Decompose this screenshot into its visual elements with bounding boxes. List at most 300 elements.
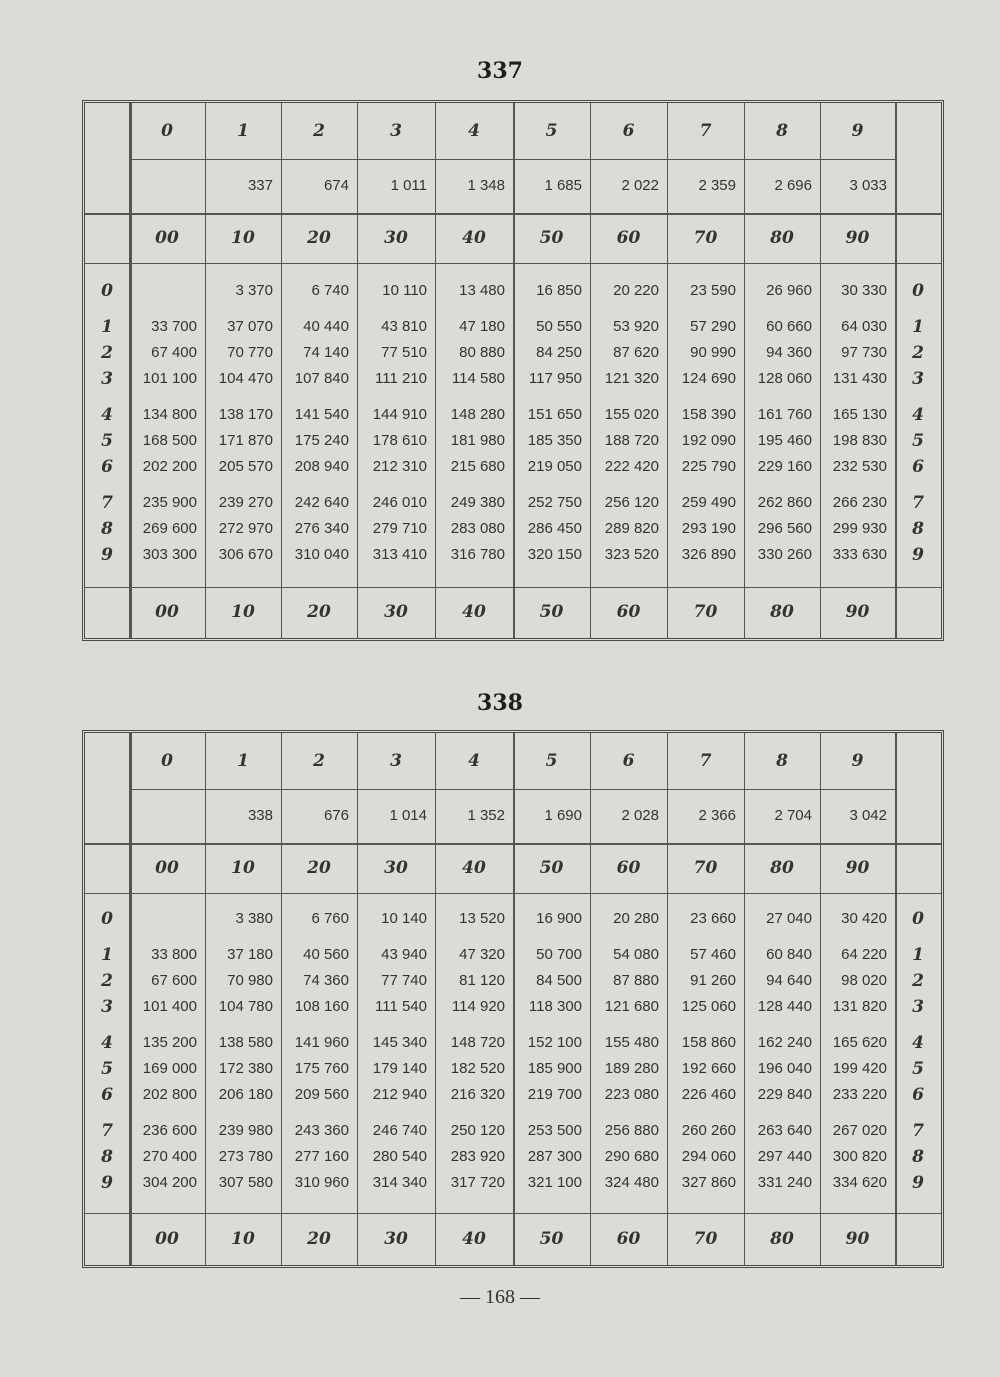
table-cell: 256 120 — [604, 494, 659, 511]
table-cell: 266 230 — [832, 494, 887, 511]
table-cell: 269 600 — [142, 520, 197, 537]
row-label-left: 8 — [101, 1147, 113, 1167]
table-cell: 323 520 — [604, 546, 659, 563]
table-cell: 286 450 — [527, 520, 582, 537]
tens-footer: 50 — [539, 1229, 564, 1249]
table-cell: 249 380 — [450, 494, 505, 511]
table-cell: 10 140 — [381, 910, 427, 927]
tens-header: 10 — [231, 858, 255, 878]
table-cell: 16 850 — [536, 282, 582, 299]
table-cell: 114 580 — [451, 370, 505, 387]
table-cell: 80 880 — [459, 344, 505, 361]
table-cell: 314 340 — [372, 1174, 427, 1191]
table-cell: 131 430 — [832, 370, 887, 387]
table-cell: 178 610 — [372, 432, 427, 449]
digit-header: 7 — [699, 121, 712, 141]
tens-header: 90 — [845, 228, 870, 248]
row-label-left: 9 — [101, 1173, 113, 1193]
table-cell: 104 470 — [218, 370, 273, 387]
table-cell: 108 160 — [294, 998, 349, 1015]
table-cell: 205 570 — [218, 458, 273, 475]
table-cell: 128 440 — [757, 998, 812, 1015]
row-label-left: 2 — [101, 343, 113, 363]
tens-header: 90 — [845, 858, 870, 878]
table-cell: 185 900 — [527, 1060, 582, 1077]
digit-header: 3 — [390, 121, 402, 141]
table-cell: 192 660 — [681, 1060, 736, 1077]
table-cell: 215 680 — [450, 458, 505, 475]
multiple-value: 2 022 — [621, 177, 659, 194]
table-cell: 226 460 — [681, 1086, 736, 1103]
row-label-right: 7 — [912, 1121, 924, 1141]
table-cell: 111 540 — [375, 998, 427, 1015]
digit-header: 1 — [237, 121, 249, 141]
table-cell: 60 660 — [766, 318, 812, 335]
row-label-left: 1 — [101, 317, 113, 337]
row-label-left: 2 — [101, 971, 113, 991]
table-cell: 148 280 — [450, 406, 505, 423]
table-cell: 117 950 — [528, 370, 582, 387]
table-cell: 209 560 — [294, 1086, 349, 1103]
table-cell: 229 160 — [757, 458, 812, 475]
table-cell: 107 840 — [294, 370, 349, 387]
row-label-right: 3 — [912, 369, 924, 389]
table-cell: 30 330 — [841, 282, 887, 299]
table-cell: 162 240 — [757, 1034, 812, 1051]
row-label-right: 4 — [912, 405, 924, 425]
table-cell: 20 280 — [613, 910, 659, 927]
tens-header: 20 — [307, 858, 331, 878]
table-cell: 246 740 — [372, 1122, 427, 1139]
table-cell: 10 110 — [382, 282, 427, 299]
row-label-left: 8 — [101, 519, 113, 539]
table-cell: 135 200 — [142, 1034, 197, 1051]
tens-header: 80 — [770, 858, 794, 878]
table-cell: 287 300 — [527, 1148, 582, 1165]
table-cell: 259 490 — [681, 494, 736, 511]
multiple-value — [129, 789, 205, 843]
tens-footer: 20 — [307, 602, 331, 622]
table-cell: 202 200 — [142, 458, 197, 475]
table-cell: 53 920 — [613, 318, 659, 335]
table-cell: 206 180 — [218, 1086, 273, 1103]
row-label-left: 0 — [101, 281, 113, 301]
row-label-left: 6 — [101, 1085, 113, 1105]
multiple-value: 1 352 — [467, 807, 505, 824]
multiple-value: 2 696 — [774, 177, 812, 194]
table-cell: 168 500 — [142, 432, 197, 449]
multiple-value: 2 704 — [774, 807, 812, 824]
multiplication-table — [82, 730, 944, 1268]
digit-header: 7 — [699, 751, 712, 771]
table-cell: 20 220 — [613, 282, 659, 299]
table-cell: 165 620 — [832, 1034, 887, 1051]
row-label-left: 5 — [101, 431, 113, 451]
tens-header: 00 — [155, 858, 179, 878]
digit-header: 9 — [851, 751, 864, 771]
table-cell: 243 360 — [294, 1122, 349, 1139]
table-cell: 212 310 — [372, 458, 427, 475]
table-cell: 219 700 — [527, 1086, 582, 1103]
tens-header: 60 — [616, 858, 641, 878]
table-cell: 40 440 — [303, 318, 349, 335]
table-cell: 125 060 — [681, 998, 736, 1015]
table-cell: 138 580 — [218, 1034, 273, 1051]
table-cell: 60 840 — [766, 946, 812, 963]
table-cell: 331 240 — [757, 1174, 812, 1191]
table-cell: 317 720 — [450, 1174, 505, 1191]
table-cell: 199 420 — [832, 1060, 887, 1077]
row-label-right: 5 — [912, 1059, 924, 1079]
table-cell: 23 590 — [690, 282, 736, 299]
table-cell: 148 720 — [450, 1034, 505, 1051]
tens-header: 50 — [539, 858, 564, 878]
table-cell: 223 080 — [604, 1086, 659, 1103]
table-cell: 182 520 — [450, 1060, 505, 1077]
table-cell: 98 020 — [841, 972, 887, 989]
table-cell: 233 220 — [832, 1086, 887, 1103]
table-cell: 161 760 — [757, 406, 812, 423]
table-cell: 290 680 — [604, 1148, 659, 1165]
table-cell: 262 860 — [757, 494, 812, 511]
table-cell: 252 750 — [527, 494, 582, 511]
multiple-value: 1 011 — [390, 177, 427, 194]
tens-header: 50 — [539, 228, 564, 248]
table-cell: 64 030 — [841, 318, 887, 335]
row-label-left: 3 — [101, 997, 113, 1017]
table-cell: 175 760 — [294, 1060, 349, 1077]
table-cell: 134 800 — [142, 406, 197, 423]
table-cell: 81 120 — [459, 972, 505, 989]
table-cell: 267 020 — [832, 1122, 887, 1139]
table-cell: 273 780 — [218, 1148, 273, 1165]
row-label-right: 2 — [912, 343, 924, 363]
tens-header: 00 — [155, 228, 179, 248]
table-cell: 138 170 — [218, 406, 273, 423]
table-cell: 67 400 — [151, 344, 197, 361]
table-cell: 189 280 — [604, 1060, 659, 1077]
table-cell: 250 120 — [450, 1122, 505, 1139]
table-cell: 151 650 — [527, 406, 582, 423]
tens-header: 10 — [231, 228, 255, 248]
table-cell: 27 040 — [766, 910, 812, 927]
table-cell: 333 630 — [832, 546, 887, 563]
table-cell: 330 260 — [757, 546, 812, 563]
table-cell: 272 970 — [218, 520, 273, 537]
table-cell: 155 020 — [604, 406, 659, 423]
table-cell: 13 520 — [459, 910, 505, 927]
table-cell: 307 580 — [218, 1174, 273, 1191]
table-cell: 118 300 — [528, 998, 582, 1015]
tens-footer: 20 — [307, 1229, 331, 1249]
table-cell: 77 510 — [381, 344, 427, 361]
table-cell: 236 600 — [142, 1122, 197, 1139]
table-cell: 270 400 — [142, 1148, 197, 1165]
table-cell: 260 260 — [681, 1122, 736, 1139]
table-cell: 158 390 — [681, 406, 736, 423]
table-cell: 283 920 — [450, 1148, 505, 1165]
tens-header: 70 — [693, 858, 718, 878]
tens-header: 40 — [462, 858, 486, 878]
table-cell: 202 800 — [142, 1086, 197, 1103]
multiple-value: 337 — [247, 177, 273, 194]
table-cell: 246 010 — [372, 494, 427, 511]
multiple-value: 1 348 — [467, 177, 505, 194]
digit-header: 5 — [545, 751, 558, 771]
table-cell: 33 800 — [151, 946, 197, 963]
table-cell: 185 350 — [527, 432, 582, 449]
table-cell: 306 670 — [218, 546, 273, 563]
table-cell: 114 920 — [451, 998, 505, 1015]
tens-footer: 40 — [462, 1229, 486, 1249]
tens-header: 20 — [307, 228, 331, 248]
tens-footer: 00 — [155, 602, 179, 622]
row-label-right: 2 — [912, 971, 924, 991]
table-cell: 279 710 — [372, 520, 427, 537]
table-cell: 50 700 — [536, 946, 582, 963]
digit-header: 9 — [851, 121, 864, 141]
tens-footer: 60 — [616, 1229, 641, 1249]
row-label-left: 6 — [101, 457, 113, 477]
table-title: 337 — [477, 58, 523, 84]
digit-header: 2 — [313, 751, 325, 771]
digit-header: 0 — [161, 751, 173, 771]
row-label-left: 4 — [101, 1033, 113, 1053]
table-cell: 242 640 — [294, 494, 349, 511]
table-cell: 175 240 — [294, 432, 349, 449]
multiple-value: 2 028 — [621, 807, 659, 824]
multiplication-table — [82, 100, 944, 641]
table-cell: 232 530 — [832, 458, 887, 475]
digit-header: 8 — [776, 121, 788, 141]
table-cell: 57 460 — [690, 946, 736, 963]
tens-header: 70 — [693, 228, 718, 248]
table-cell: 172 380 — [218, 1060, 273, 1077]
multiple-value: 676 — [323, 807, 349, 824]
table-cell: 289 820 — [604, 520, 659, 537]
table-cell: 70 770 — [227, 344, 273, 361]
row-label-right: 7 — [912, 493, 924, 513]
row-label-right: 8 — [912, 519, 924, 539]
tens-footer: 90 — [845, 602, 870, 622]
row-label-right: 6 — [912, 1085, 924, 1105]
row-label-right: 4 — [912, 1033, 924, 1053]
table-cell: 74 140 — [303, 344, 349, 361]
table-cell: 87 620 — [613, 344, 659, 361]
table-cell: 229 840 — [757, 1086, 812, 1103]
table-cell: 37 070 — [227, 318, 273, 335]
table-cell: 54 080 — [613, 946, 659, 963]
tens-footer: 40 — [462, 602, 486, 622]
table-cell: 84 250 — [536, 344, 582, 361]
tens-footer: 70 — [693, 602, 718, 622]
digit-header: 6 — [622, 751, 635, 771]
table-cell: 320 150 — [527, 546, 582, 563]
table-cell: 158 860 — [681, 1034, 736, 1051]
table-cell: 37 180 — [227, 946, 273, 963]
multiple-value: 3 033 — [849, 177, 887, 194]
tens-footer: 10 — [231, 602, 255, 622]
table-cell: 304 200 — [142, 1174, 197, 1191]
digit-header: 3 — [390, 751, 402, 771]
table-cell: 128 060 — [757, 370, 812, 387]
row-label-right: 1 — [912, 945, 924, 965]
table-cell: 64 220 — [841, 946, 887, 963]
multiple-value: 1 685 — [544, 177, 582, 194]
tens-footer: 30 — [384, 602, 408, 622]
table-cell: 310 960 — [294, 1174, 349, 1191]
table-cell: 216 320 — [450, 1086, 505, 1103]
row-label-right: 8 — [912, 1147, 924, 1167]
table-cell: 196 040 — [757, 1060, 812, 1077]
table-cell: 299 930 — [832, 520, 887, 537]
table-cell: 30 420 — [841, 910, 887, 927]
row-label-left: 0 — [101, 909, 113, 929]
table-cell: 235 900 — [142, 494, 197, 511]
table-cell: 225 790 — [681, 458, 736, 475]
multiple-value: 674 — [323, 177, 349, 194]
table-cell: 111 210 — [375, 370, 427, 387]
table-cell: 47 180 — [459, 318, 505, 335]
table-cell: 141 960 — [294, 1034, 349, 1051]
table-cell: 198 830 — [832, 432, 887, 449]
digit-header: 4 — [468, 121, 480, 141]
tens-footer: 70 — [693, 1229, 718, 1249]
row-label-left: 5 — [101, 1059, 113, 1079]
row-label-right: 0 — [912, 909, 924, 929]
table-cell: 124 690 — [681, 370, 736, 387]
table-cell: 144 910 — [372, 406, 427, 423]
table-cell: 165 130 — [832, 406, 887, 423]
table-cell: 47 320 — [459, 946, 505, 963]
table-cell: 334 620 — [832, 1174, 887, 1191]
table-cell: 101 400 — [142, 998, 197, 1015]
row-label-left: 4 — [101, 405, 113, 425]
tens-footer: 10 — [231, 1229, 255, 1249]
table-title: 338 — [477, 690, 523, 716]
table-cell — [129, 907, 205, 931]
row-label-right: 3 — [912, 997, 924, 1017]
table-cell: 169 000 — [142, 1060, 197, 1077]
page-footer-number: — 168 — — [460, 1286, 540, 1308]
table-cell: 188 720 — [604, 432, 659, 449]
table-cell: 57 290 — [690, 318, 736, 335]
table-cell: 208 940 — [294, 458, 349, 475]
table-cell: 294 060 — [681, 1148, 736, 1165]
tens-footer: 80 — [770, 602, 794, 622]
table-cell: 77 740 — [381, 972, 427, 989]
table-cell: 67 600 — [151, 972, 197, 989]
table-cell: 141 540 — [294, 406, 349, 423]
table-cell: 121 680 — [604, 998, 659, 1015]
multiple-value: 338 — [247, 807, 273, 824]
table-cell: 43 940 — [381, 946, 427, 963]
row-label-left: 9 — [101, 545, 113, 565]
multiple-value: 3 042 — [849, 807, 887, 824]
table-cell: 94 640 — [766, 972, 812, 989]
table-cell: 43 810 — [381, 318, 427, 335]
table-cell: 171 870 — [218, 432, 273, 449]
tens-footer: 00 — [155, 1229, 179, 1249]
row-label-left: 7 — [101, 493, 113, 513]
tens-footer: 50 — [539, 602, 564, 622]
digit-header: 0 — [161, 121, 173, 141]
table-cell: 256 880 — [604, 1122, 659, 1139]
table-cell: 23 660 — [690, 910, 736, 927]
table-cell: 97 730 — [841, 344, 887, 361]
row-label-left: 3 — [101, 369, 113, 389]
row-label-right: 0 — [912, 281, 924, 301]
table-cell: 293 190 — [681, 520, 736, 537]
table-cell: 179 140 — [372, 1060, 427, 1077]
table-cell: 326 890 — [681, 546, 736, 563]
table-cell: 13 480 — [459, 282, 505, 299]
table-cell: 310 040 — [294, 546, 349, 563]
table-cell: 33 700 — [151, 318, 197, 335]
digit-header: 4 — [468, 751, 480, 771]
row-label-left: 7 — [101, 1121, 113, 1141]
table-cell: 296 560 — [757, 520, 812, 537]
table-cell: 313 410 — [372, 546, 427, 563]
table-cell: 3 370 — [235, 282, 273, 299]
table-cell: 6 740 — [311, 282, 349, 299]
table-cell: 145 340 — [372, 1034, 427, 1051]
table-cell: 26 960 — [766, 282, 812, 299]
row-label-right: 9 — [912, 1173, 924, 1193]
table-cell: 300 820 — [832, 1148, 887, 1165]
table-cell: 303 300 — [142, 546, 197, 563]
table-cell: 263 640 — [757, 1122, 812, 1139]
table-cell: 121 320 — [604, 370, 659, 387]
table-cell: 324 480 — [604, 1174, 659, 1191]
tens-footer: 80 — [770, 1229, 794, 1249]
table-cell: 321 100 — [527, 1174, 582, 1191]
table-cell: 131 820 — [832, 998, 887, 1015]
table-cell: 90 990 — [690, 344, 736, 361]
row-label-right: 6 — [912, 457, 924, 477]
table-cell: 155 480 — [604, 1034, 659, 1051]
table-cell: 239 980 — [218, 1122, 273, 1139]
table-cell: 152 100 — [527, 1034, 582, 1051]
row-label-right: 1 — [912, 317, 924, 337]
digit-header: 2 — [313, 121, 325, 141]
table-cell: 192 090 — [681, 432, 736, 449]
multiple-value: 2 359 — [698, 177, 736, 194]
digit-header: 8 — [776, 751, 788, 771]
table-cell: 277 160 — [294, 1148, 349, 1165]
table-cell: 181 980 — [450, 432, 505, 449]
table-cell: 212 940 — [372, 1086, 427, 1103]
table-cell: 101 100 — [142, 370, 197, 387]
table-cell: 316 780 — [450, 546, 505, 563]
table-cell: 70 980 — [227, 972, 273, 989]
multiple-value: 1 014 — [389, 807, 427, 824]
table-cell: 84 500 — [536, 972, 582, 989]
tens-header: 30 — [384, 228, 408, 248]
digit-header: 1 — [237, 751, 249, 771]
table-cell: 94 360 — [766, 344, 812, 361]
table-cell: 3 380 — [235, 910, 273, 927]
table-cell: 6 760 — [311, 910, 349, 927]
table-cell: 16 900 — [536, 910, 582, 927]
tens-header: 80 — [770, 228, 794, 248]
table-cell: 40 560 — [303, 946, 349, 963]
tens-header: 60 — [616, 228, 641, 248]
table-cell: 280 540 — [372, 1148, 427, 1165]
digit-header: 5 — [545, 121, 558, 141]
table-cell: 91 260 — [690, 972, 736, 989]
table-cell: 283 080 — [450, 520, 505, 537]
